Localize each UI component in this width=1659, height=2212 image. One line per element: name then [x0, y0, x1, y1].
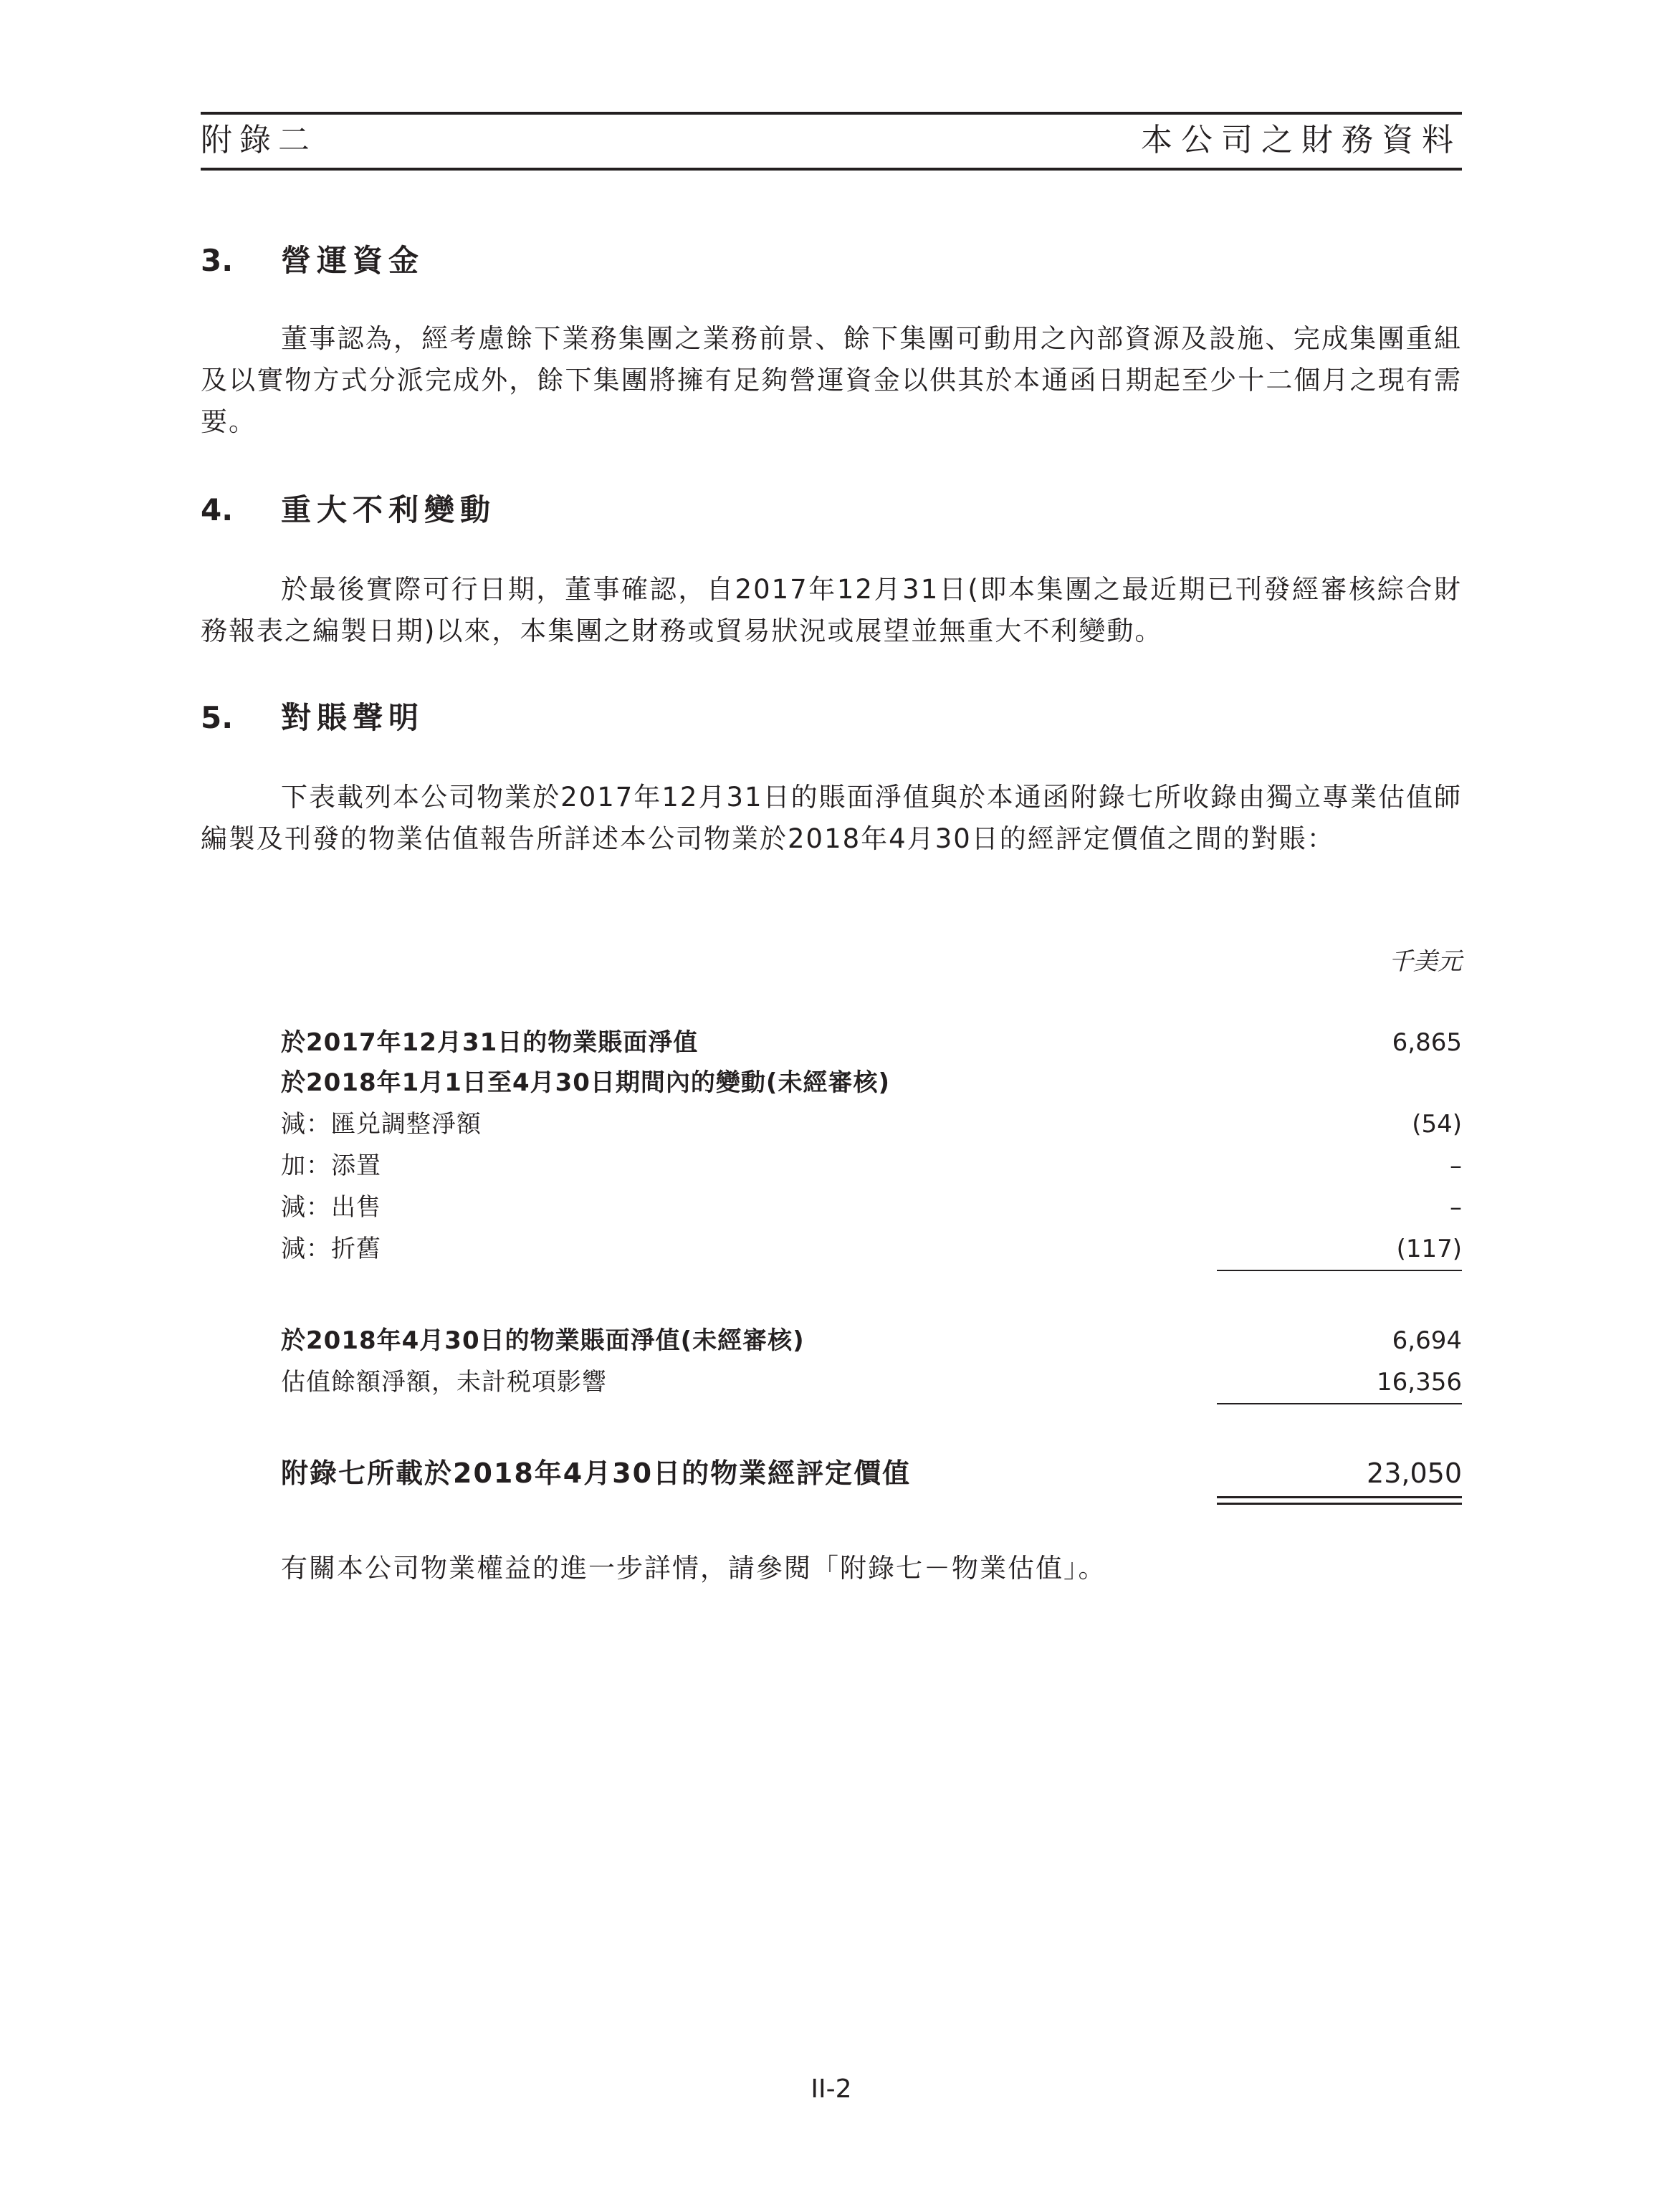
- table-row: [281, 1065, 1462, 1101]
- section-title: 對賬聲明: [281, 700, 425, 735]
- page-number: II-2: [811, 2074, 852, 2104]
- row-label: 減：匯兑調整淨額: [281, 1110, 482, 1139]
- row-label: 於2018年4月30日的物業賬面淨值(未經審核): [281, 1326, 805, 1355]
- section-paragraph-reconciliation: [201, 777, 1462, 860]
- table-row: [281, 1106, 1462, 1142]
- header-bottom-rule: [201, 168, 1462, 171]
- row-value: –: [1450, 1152, 1462, 1180]
- header-section-title: 本公司之財務資料: [1141, 122, 1462, 158]
- row-label: 減：出售: [281, 1193, 381, 1222]
- paragraph-text: 董事認為，經考慮餘下業務集團之業務前景、餘下集團可動用之內部資源及設施、完成集團重組及以實物方式分派完成外，餘下集團將擁有足夠營運資金以供其於本通函日期起至少十二個月之現有需要。: [201, 323, 1462, 437]
- table-unit-label: 千美元: [1389, 947, 1462, 976]
- row-label: 減：折舊: [281, 1235, 381, 1263]
- subtotal-underline: [1217, 1270, 1462, 1271]
- paragraph-text: 下表載列本公司物業於2017年12月31日的賬面淨值與於本通函附錄七所收錄由獨立專業估值師編製及刊發的物業估值報告所詳述本公司物業於2018年4月30日的經評定價值之間的對賬：: [201, 782, 1462, 854]
- section-paragraph-working-capital: [201, 318, 1462, 443]
- section-paragraph-material-adverse-change: [201, 569, 1462, 652]
- table-row: [281, 1025, 1462, 1060]
- table-row: [281, 1189, 1462, 1225]
- section-number: 5.: [201, 700, 234, 735]
- table-row: [281, 1231, 1462, 1267]
- section-number: 3.: [201, 243, 234, 278]
- table-row: [281, 1364, 1462, 1400]
- section-title: 重大不利變動: [281, 492, 497, 527]
- row-value: 16,356: [1377, 1368, 1462, 1397]
- section-number: 4.: [201, 492, 234, 527]
- row-label: 估值餘額淨額，未計税項影響: [281, 1368, 607, 1397]
- row-label: 加：添置: [281, 1152, 381, 1180]
- row-value: 23,050: [1367, 1457, 1462, 1489]
- closing-note: 有關本公司物業權益的進一步詳情，請參閱「附錄七－物業估值」。: [281, 1553, 1106, 1584]
- row-label: 附錄七所載於2018年4月30日的物業經評定價值: [281, 1457, 912, 1489]
- table-row: [281, 1148, 1462, 1184]
- row-value: 6,694: [1392, 1326, 1462, 1355]
- header-top-rule: [201, 112, 1462, 115]
- table-row-total: [281, 1453, 1462, 1493]
- row-value: –: [1450, 1193, 1462, 1222]
- section-title: 營運資金: [281, 243, 425, 278]
- row-value: (117): [1396, 1235, 1462, 1263]
- row-label: 於2017年12月31日的物業賬面淨值: [281, 1028, 699, 1057]
- row-label: 於2018年1月1日至4月30日期間內的變動(未經審核): [281, 1068, 890, 1097]
- row-value: 6,865: [1392, 1028, 1462, 1057]
- paragraph-text: 於最後實際可行日期，董事確認，自2017年12月31日(即本集團之最近期已刊發經審核綜合財務報表之編製日期)以來，本集團之財務或貿易狀況或展望並無重大不利變動。: [201, 574, 1462, 646]
- row-value: (54): [1412, 1110, 1462, 1139]
- document-page: [201, 0, 1462, 2212]
- table-row: [281, 1323, 1462, 1359]
- header-appendix-label: 附錄二: [201, 122, 317, 158]
- total-double-underline: [1217, 1496, 1462, 1505]
- subtotal-underline: [1217, 1403, 1462, 1404]
